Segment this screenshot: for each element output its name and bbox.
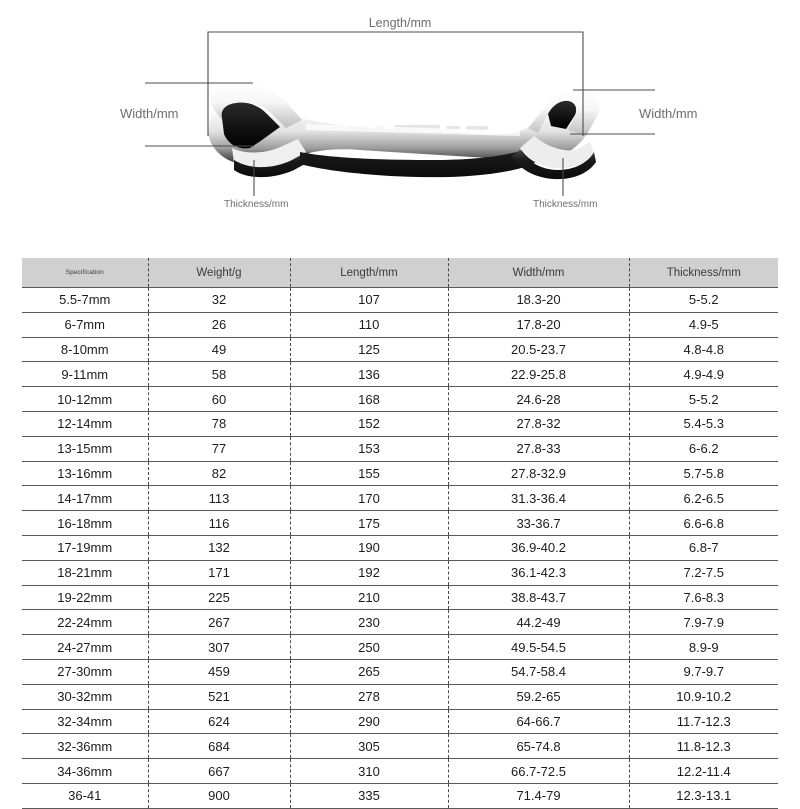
cell-specification: 5.5-7mm bbox=[22, 288, 148, 313]
cell-thickness: 7.6-8.3 bbox=[629, 585, 778, 610]
cell-specification: 34-36mm bbox=[22, 759, 148, 784]
cell-weight: 49 bbox=[148, 337, 290, 362]
cell-width: 24.6-28 bbox=[448, 387, 629, 412]
table-row bbox=[22, 535, 778, 560]
cell-length: 152 bbox=[290, 411, 448, 436]
cell-width: 18.3-20 bbox=[448, 288, 629, 313]
wrench-body bbox=[208, 83, 600, 179]
cell-length: 125 bbox=[290, 337, 448, 362]
cell-width: 36.1-42.3 bbox=[448, 560, 629, 585]
cell-specification: 27-30mm bbox=[22, 659, 148, 684]
cell-width: 27.8-32.9 bbox=[448, 461, 629, 486]
table-row bbox=[22, 312, 778, 337]
cell-thickness: 8.9-9 bbox=[629, 635, 778, 660]
cell-weight: 32 bbox=[148, 288, 290, 313]
cell-thickness: 4.9-5 bbox=[629, 312, 778, 337]
cell-thickness: 11.7-12.3 bbox=[629, 709, 778, 734]
cell-thickness: 6-6.2 bbox=[629, 436, 778, 461]
cell-specification: 12-14mm bbox=[22, 411, 148, 436]
table-row bbox=[22, 411, 778, 436]
cell-weight: 132 bbox=[148, 535, 290, 560]
table-row bbox=[22, 560, 778, 585]
table-header bbox=[22, 258, 778, 288]
thickness-right-dimension-label: Thickness/mm bbox=[533, 199, 598, 210]
cell-width: 66.7-72.5 bbox=[448, 759, 629, 784]
cell-weight: 900 bbox=[148, 783, 290, 808]
cell-length: 168 bbox=[290, 387, 448, 412]
cell-thickness: 7.2-7.5 bbox=[629, 560, 778, 585]
cell-thickness: 4.9-4.9 bbox=[629, 362, 778, 387]
cell-weight: 26 bbox=[148, 312, 290, 337]
table-row bbox=[22, 461, 778, 486]
cell-length: 230 bbox=[290, 610, 448, 635]
table-row bbox=[22, 436, 778, 461]
wrench-illustration-svg bbox=[0, 0, 800, 248]
table-row bbox=[22, 659, 778, 684]
width-left-dimension-label: Width/mm bbox=[120, 106, 179, 121]
cell-specification: 8-10mm bbox=[22, 337, 148, 362]
cell-specification: 30-32mm bbox=[22, 684, 148, 709]
table-row bbox=[22, 783, 778, 808]
table-row bbox=[22, 362, 778, 387]
table-row bbox=[22, 288, 778, 313]
cell-weight: 77 bbox=[148, 436, 290, 461]
cell-length: 190 bbox=[290, 535, 448, 560]
cell-specification: 6-7mm bbox=[22, 312, 148, 337]
cell-weight: 684 bbox=[148, 734, 290, 759]
cell-thickness: 6.2-6.5 bbox=[629, 486, 778, 511]
table-row bbox=[22, 486, 778, 511]
cell-weight: 60 bbox=[148, 387, 290, 412]
cell-width: 36.9-40.2 bbox=[448, 535, 629, 560]
cell-specification: 14-17mm bbox=[22, 486, 148, 511]
cell-weight: 267 bbox=[148, 610, 290, 635]
table-header-row bbox=[22, 258, 778, 288]
thickness-left-dimension-label: Thickness/mm bbox=[224, 199, 289, 210]
cell-length: 265 bbox=[290, 659, 448, 684]
cell-weight: 171 bbox=[148, 560, 290, 585]
cell-specification: 32-34mm bbox=[22, 709, 148, 734]
cell-weight: 225 bbox=[148, 585, 290, 610]
cell-specification: 9-11mm bbox=[22, 362, 148, 387]
cell-weight: 82 bbox=[148, 461, 290, 486]
cell-thickness: 4.8-4.8 bbox=[629, 337, 778, 362]
cell-width: 54.7-58.4 bbox=[448, 659, 629, 684]
cell-length: 175 bbox=[290, 511, 448, 536]
cell-width: 44.2-49 bbox=[448, 610, 629, 635]
cell-thickness: 12.3-13.1 bbox=[629, 783, 778, 808]
table-row bbox=[22, 585, 778, 610]
cell-thickness: 5-5.2 bbox=[629, 387, 778, 412]
cell-specification: 19-22mm bbox=[22, 585, 148, 610]
cell-weight: 521 bbox=[148, 684, 290, 709]
cell-specification: 18-21mm bbox=[22, 560, 148, 585]
cell-thickness: 7.9-7.9 bbox=[629, 610, 778, 635]
table-row bbox=[22, 734, 778, 759]
column-header-weight: Weight/g bbox=[148, 258, 290, 288]
cell-thickness: 12.2-11.4 bbox=[629, 759, 778, 784]
cell-specification: 22-24mm bbox=[22, 610, 148, 635]
cell-width: 71.4-79 bbox=[448, 783, 629, 808]
cell-weight: 58 bbox=[148, 362, 290, 387]
cell-length: 136 bbox=[290, 362, 448, 387]
cell-length: 305 bbox=[290, 734, 448, 759]
cell-width: 59.2-65 bbox=[448, 684, 629, 709]
cell-width: 20.5-23.7 bbox=[448, 337, 629, 362]
column-header-length: Length/mm bbox=[290, 258, 448, 288]
column-header-thickness: Thickness/mm bbox=[629, 258, 778, 288]
cell-specification: 13-15mm bbox=[22, 436, 148, 461]
table-row bbox=[22, 635, 778, 660]
cell-specification: 24-27mm bbox=[22, 635, 148, 660]
cell-thickness: 6.8-7 bbox=[629, 535, 778, 560]
table-row bbox=[22, 387, 778, 412]
cell-length: 290 bbox=[290, 709, 448, 734]
cell-thickness: 11.8-12.3 bbox=[629, 734, 778, 759]
cell-length: 110 bbox=[290, 312, 448, 337]
cell-width: 31.3-36.4 bbox=[448, 486, 629, 511]
cell-width: 33-36.7 bbox=[448, 511, 629, 536]
cell-weight: 113 bbox=[148, 486, 290, 511]
wrench-dimension-diagram bbox=[0, 0, 800, 248]
cell-width: 27.8-33 bbox=[448, 436, 629, 461]
cell-width: 17.8-20 bbox=[448, 312, 629, 337]
cell-length: 335 bbox=[290, 783, 448, 808]
cell-weight: 307 bbox=[148, 635, 290, 660]
table-row bbox=[22, 511, 778, 536]
cell-length: 250 bbox=[290, 635, 448, 660]
cell-width: 27.8-32 bbox=[448, 411, 629, 436]
cell-specification: 36-41 bbox=[22, 783, 148, 808]
cell-thickness: 9.7-9.7 bbox=[629, 659, 778, 684]
table-body bbox=[22, 288, 778, 809]
cell-length: 170 bbox=[290, 486, 448, 511]
cell-specification: 13-16mm bbox=[22, 461, 148, 486]
cell-specification: 17-19mm bbox=[22, 535, 148, 560]
cell-width: 65-74.8 bbox=[448, 734, 629, 759]
cell-width: 49.5-54.5 bbox=[448, 635, 629, 660]
cell-weight: 116 bbox=[148, 511, 290, 536]
cell-length: 153 bbox=[290, 436, 448, 461]
cell-length: 155 bbox=[290, 461, 448, 486]
cell-length: 192 bbox=[290, 560, 448, 585]
table-row bbox=[22, 684, 778, 709]
cell-thickness: 5-5.2 bbox=[629, 288, 778, 313]
cell-length: 310 bbox=[290, 759, 448, 784]
cell-length: 278 bbox=[290, 684, 448, 709]
cell-thickness: 10.9-10.2 bbox=[629, 684, 778, 709]
table-row bbox=[22, 337, 778, 362]
cell-weight: 459 bbox=[148, 659, 290, 684]
cell-length: 210 bbox=[290, 585, 448, 610]
column-header-width: Width/mm bbox=[448, 258, 629, 288]
table-row bbox=[22, 759, 778, 784]
length-dimension-label: Length/mm bbox=[368, 16, 432, 30]
cell-width: 38.8-43.7 bbox=[448, 585, 629, 610]
cell-specification: 16-18mm bbox=[22, 511, 148, 536]
table-row bbox=[22, 610, 778, 635]
width-right-dimension-label: Width/mm bbox=[639, 106, 698, 121]
cell-width: 64-66.7 bbox=[448, 709, 629, 734]
cell-weight: 667 bbox=[148, 759, 290, 784]
cell-width: 22.9-25.8 bbox=[448, 362, 629, 387]
cell-weight: 78 bbox=[148, 411, 290, 436]
cell-specification: 10-12mm bbox=[22, 387, 148, 412]
cell-weight: 624 bbox=[148, 709, 290, 734]
specification-table-container bbox=[22, 258, 778, 809]
cell-thickness: 6.6-6.8 bbox=[629, 511, 778, 536]
cell-specification: 32-36mm bbox=[22, 734, 148, 759]
column-header-specification: Specification bbox=[22, 258, 148, 288]
cell-length: 107 bbox=[290, 288, 448, 313]
table-row bbox=[22, 709, 778, 734]
specification-table bbox=[22, 258, 778, 809]
cell-thickness: 5.7-5.8 bbox=[629, 461, 778, 486]
cell-thickness: 5.4-5.3 bbox=[629, 411, 778, 436]
